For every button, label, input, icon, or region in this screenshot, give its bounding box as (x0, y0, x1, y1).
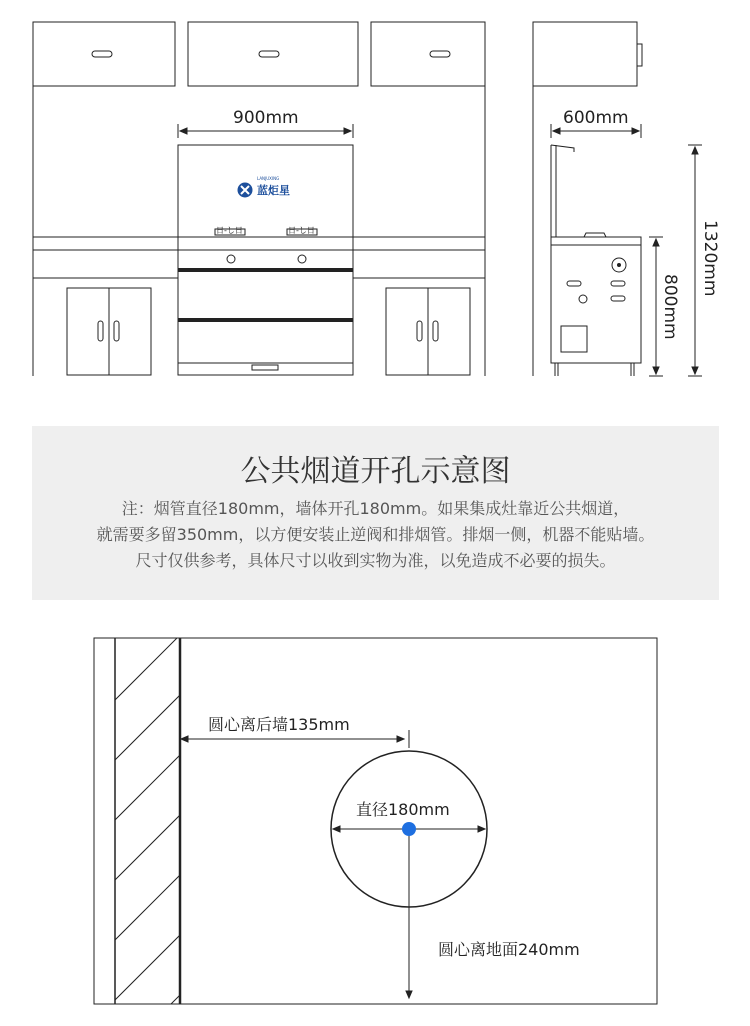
banner-note (32, 496, 719, 574)
flue-hole-circle (331, 751, 487, 907)
info-banner (32, 426, 719, 600)
brand-name: 蓝炬星 (257, 184, 290, 197)
brand-logo (237, 176, 290, 200)
knob-right (298, 255, 306, 263)
total-height-label: 1320mm (700, 220, 720, 297)
burner-right-label: 日-し日 (288, 226, 315, 235)
hole-center-dot (402, 822, 416, 836)
burner-left-label: 日-し日 (216, 226, 243, 235)
wall-hatch (115, 635, 180, 1026)
diameter-label: 直径180mm (356, 800, 450, 819)
note-line: 注：烟管直径180mm，墙体开孔180mm。如果集成灶靠近公共烟道， (121, 499, 630, 518)
back-wall-distance-label: 圆心离后墙135mm (208, 715, 350, 734)
floor-distance-label: 圆心离地面240mm (438, 940, 580, 959)
upper-cabinet-middle (188, 22, 358, 86)
note-line: 尺寸仅供参考，具体尺寸以收到实物为准，以免造成不必要的损失。 (135, 551, 616, 570)
note-line: 就需要多留350mm，以方便安装止逆阀和排烟管。排烟一侧，机器不能贴墙。 (96, 525, 655, 544)
knob-left (227, 255, 235, 263)
front-width-label: 900mm (233, 108, 299, 128)
side-upper-cabinet (533, 22, 637, 86)
side-depth-label: 600mm (563, 108, 629, 128)
kitchen-elevation-drawing (0, 0, 750, 400)
banner-title: 公共烟道开孔示意图 (240, 454, 511, 489)
stove-side-body (551, 245, 641, 363)
side-height-label: 800mm (660, 274, 680, 340)
upper-cabinet-left (33, 22, 175, 86)
upper-cabinet-right (371, 22, 485, 86)
brand-small-text: LANJUXING (257, 176, 280, 181)
brand-mark-icon (237, 182, 253, 198)
